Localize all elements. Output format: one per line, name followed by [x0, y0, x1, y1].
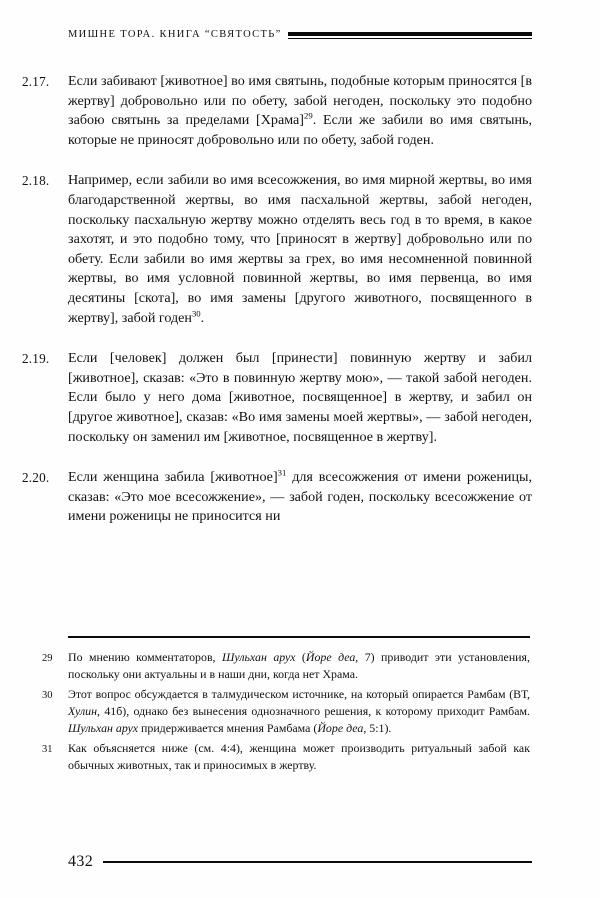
- footnote-text: Этот вопрос обсуждается в талмудическом источнике, на который опирается Рамбам (ВТ, Хулин, 41б), однако без вынесения однозначного решения, к которому приходит Рамбам. Шульхан арух придерживается мнения Рамбама (Йоре деа, 5:1).: [68, 687, 530, 735]
- footnote-number: 30: [42, 690, 53, 701]
- halakha-text: Например, если забили во имя всесожжения, во имя мирной жертвы, во имя благодарственной жертвы, во имя пасхальной жертвы, забой негоден, поскольку пасхальную жертву можно отделять весь год в то время, в какое захотят, и это подобно тому, что [приносят в жертву] добровольно или по обету. Если забили во имя жертвы за грех, во имя несомненной повинной жертвы, во имя условной повинной жертвы, во имя первенца, во имя десятины [скота], во имя замены [другого животного, посвященного в жертву], забой годен$^{30}$.: [68, 172, 532, 326]
- page-number: 432: [68, 853, 94, 870]
- footnote-item: [0, 649, 600, 683]
- halakha-number: 2.17.: [22, 74, 50, 89]
- halakha-text: Если женщина забила [животное]$^{31}$ для всесожжения от имени роженицы, сказав: «Это мое всесожжение», — забой годен, поскольку всесожжение от имени роженицы не приносится ни: [68, 467, 532, 525]
- running-head-title: МИШНЕ ТОРА. КНИГА “СВЯТОСТЬ”: [68, 28, 282, 40]
- footnote-number: 31: [42, 744, 53, 755]
- footnote-text: Как объясняется ниже (см. 4:4), женщина может производить ритуальный забой как обычных животных, так и приносимых в жертву.: [68, 741, 530, 772]
- halakha-text: Если забивают [животное] во имя святынь, подобные которым приносятся [в жертву] добровольно или по обету, забой негоден, поскольку это подобно забою святынь за пределами [Храма]$^{29}$. Если же забили во имя святынь, которые не приносят добровольно или по обету, забой годен.: [68, 73, 532, 148]
- running-head-rule: [288, 31, 532, 40]
- halakha-block: [0, 349, 600, 447]
- footnote-separator-rule: [68, 636, 530, 638]
- halakha-block: [0, 72, 600, 150]
- halakha-number: 2.19.: [22, 351, 50, 367]
- halakha-block: [0, 171, 600, 328]
- footnote-text: По мнению комментаторов, Шульхан арух (Йоре деа, 7) приводит эти установления, поскольку они актуальны и в наши дни, когда нет Храма.: [68, 650, 530, 681]
- halakha-block: [0, 468, 600, 527]
- halakha-number: 2.20.: [22, 470, 50, 486]
- halakha-number: 2.18.: [22, 173, 50, 189]
- footnote-item: [0, 740, 600, 774]
- footnote-item: [0, 686, 600, 737]
- folio: [68, 852, 532, 872]
- footnote-list: [0, 649, 600, 777]
- body-text: [0, 72, 600, 548]
- running-head: [68, 26, 532, 44]
- halakha-text: Если [человек] должен был [принести] повинную жертву и забил [животное], сказав: «Это в повинную жертву мою», — такой забой негоден. Если было у него дома [животное, посвященное] в жертву, и забил он [другое животное], сказав: «Во имя замены моей жертвы», — забой негоден, поскольку он заменил им [животное, посвященное в жертву].: [68, 350, 532, 445]
- footnote-number: 29: [42, 653, 53, 664]
- folio-rule: [103, 861, 532, 863]
